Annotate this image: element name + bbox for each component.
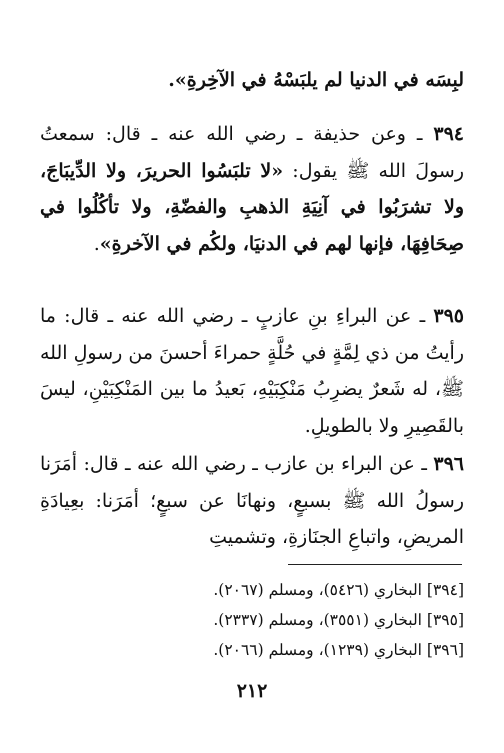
- hadith-394: [40, 116, 464, 262]
- footnote-396: [٣٩٦] البخاري (١٢٣٩)، ومسلم (٢٠٦٦).: [213, 641, 464, 659]
- hadith-quote: «لا تلبَسُوا الحريرَ، ولا الدِّيبَاجَ، ولا تشرَبُوا في آنِيَةِ الذهبِ والفضّةِ، ولا تأكُلُوا في صِحَافِهَا، فإنها لهم في الدنيَا، ولكُم في الآخرةِ»: [40, 159, 464, 255]
- hadith-end: .: [93, 232, 100, 255]
- hadith-intro: ـ وعن حذيفة ـ رضي الله عنه ـ قال: سمعتُ رسولَ الله ﷺ يقول:: [40, 123, 464, 182]
- hadith-text: ـ عن البراء بن عازب ـ رضي الله عنه ـ قال: أمَرَنا رسولُ الله ﷺ بسبعٍ، ونهانَا عن سبعٍ؛ أمَرَنا: بعِيادَةِ المريضِ، واتباعِ الجنَازةِ، وتشميتِ: [40, 453, 464, 548]
- hadith-text: ـ عن البراءِ بنِ عازبٍ ـ رضي الله عنه ـ قال: ما رأيتُ من ذي لِمَّةٍ في حُلَّةٍ حمراءَ أحسنَ من رسولِ الله ﷺ، له شَعرٌ يضرِبُ مَنْكِبَيْهِ، بَعيدُ ما بين المَنْكِبَيْنِ، ليسَ بالقَصِيرِ ولا بالطويلِ.: [40, 305, 464, 437]
- footnote-395: [٣٩٥] البخاري (٣٥٥١)، ومسلم (٢٣٣٧).: [213, 611, 464, 629]
- hadith-396: [40, 446, 464, 556]
- hadith-number: ٣٩٦: [433, 453, 464, 475]
- page-number: ٢١٢: [236, 680, 268, 702]
- continuation-paragraph: لبِسَه في الدنيا لم يلبَسْهُ في الآخِرةِ».: [168, 69, 464, 91]
- footnote-divider: [288, 564, 462, 565]
- footnote-394: [٣٩٤] البخاري (٥٤٢٦)، ومسلم (٢٠٦٧).: [213, 581, 464, 599]
- hadith-number: ٣٩٤: [433, 123, 464, 145]
- hadith-395: [40, 298, 464, 444]
- hadith-number: ٣٩٥: [433, 305, 464, 327]
- footnotes: [40, 575, 464, 665]
